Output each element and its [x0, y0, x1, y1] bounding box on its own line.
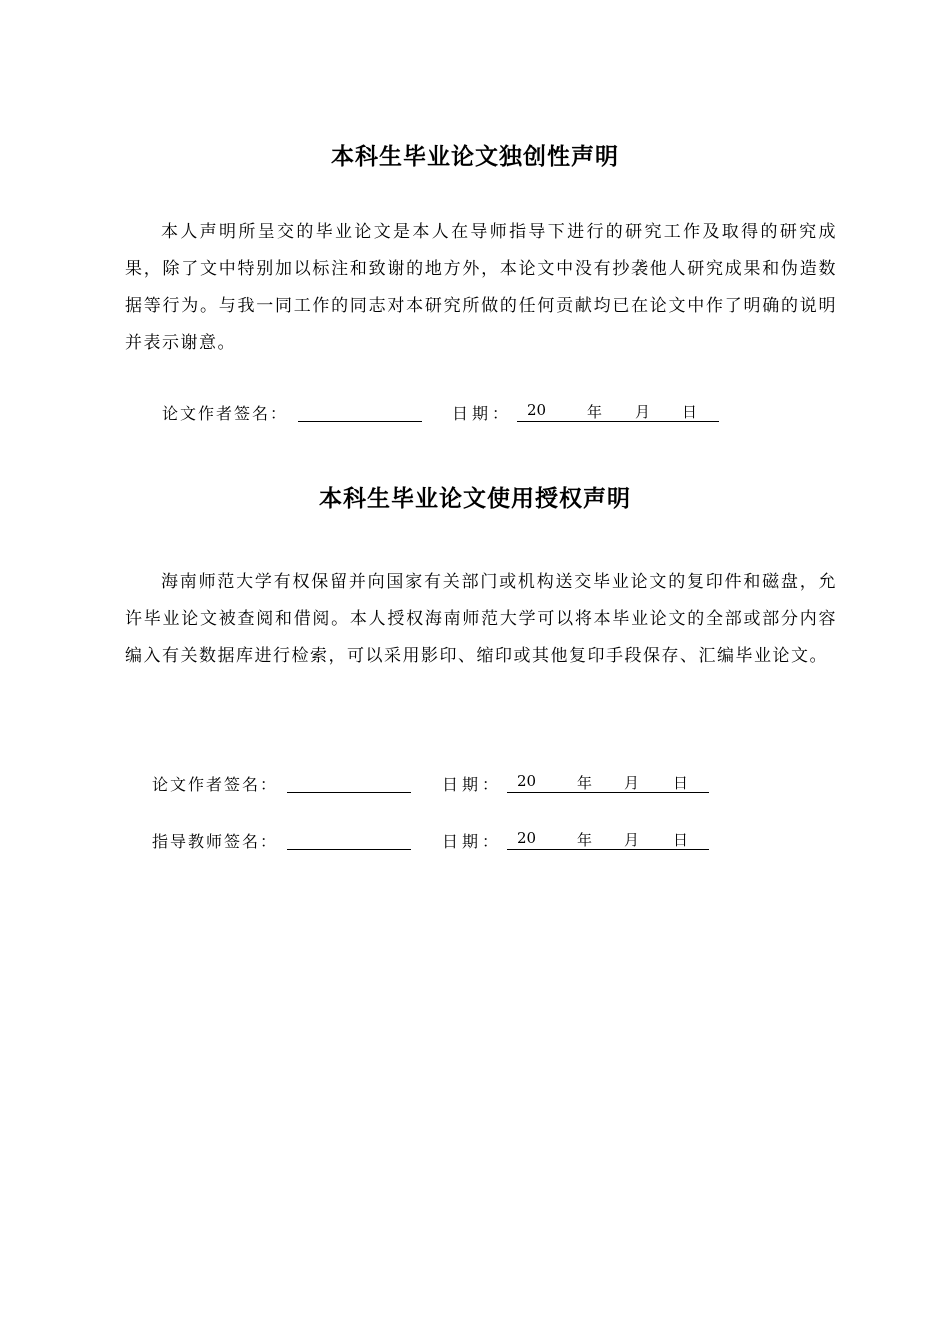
originality-declaration-title: 本科生毕业论文独创性声明 — [331, 144, 619, 170]
author-signature-line[interactable] — [298, 421, 422, 422]
originality-declaration-body: 本人声明所呈交的毕业论文是本人在导师指导下进行的研究工作及取得的研究成果，除了文中特别加以标注和致谢的地方外，本论文中没有抄袭他人研究成果和伪造数据等行为。与我一同工作的同志对本研究所做的任何贡献均已在论文中作了明确的说明并表示谢意。 — [125, 222, 837, 353]
author-signature-label: 论文作者签名： — [162, 404, 289, 423]
advisor-signature-line[interactable] — [287, 849, 411, 850]
date-day-unit: 日 — [682, 403, 698, 421]
date-label: 日期： — [442, 775, 503, 794]
date-year-unit: 年 — [587, 403, 603, 421]
advisor-signature-label: 指导教师签名： — [152, 832, 279, 851]
date-month-unit: 月 — [624, 774, 640, 792]
author-signature-row-2 — [152, 772, 712, 798]
date-year-unit: 年 — [577, 831, 593, 849]
date-month-unit: 月 — [624, 831, 640, 849]
author-signature-row-1 — [162, 401, 722, 427]
date-year: 20 — [517, 829, 537, 847]
date-label: 日期： — [442, 832, 503, 851]
date-year-unit: 年 — [577, 774, 593, 792]
date-day-unit: 日 — [673, 774, 689, 792]
author-signature-label: 论文作者签名： — [152, 775, 279, 794]
date-month-unit: 月 — [635, 403, 651, 421]
advisor-signature-row — [152, 829, 712, 855]
authorization-declaration-body: 海南师范大学有权保留并向国家有关部门或机构送交毕业论文的复印件和磁盘，允许毕业论文被查阅和借阅。本人授权海南师范大学可以将本毕业论文的全部或部分内容编入有关数据库进行检索，可以采用影印、缩印或其他复印手段保存、汇编毕业论文。 — [125, 572, 837, 666]
author-signature-line[interactable] — [287, 792, 411, 793]
date-label: 日期： — [452, 404, 513, 423]
date-year: 20 — [517, 772, 537, 790]
date-year: 20 — [527, 401, 547, 419]
authorization-declaration-title: 本科生毕业论文使用授权声明 — [319, 486, 631, 512]
date-day-unit: 日 — [673, 831, 689, 849]
